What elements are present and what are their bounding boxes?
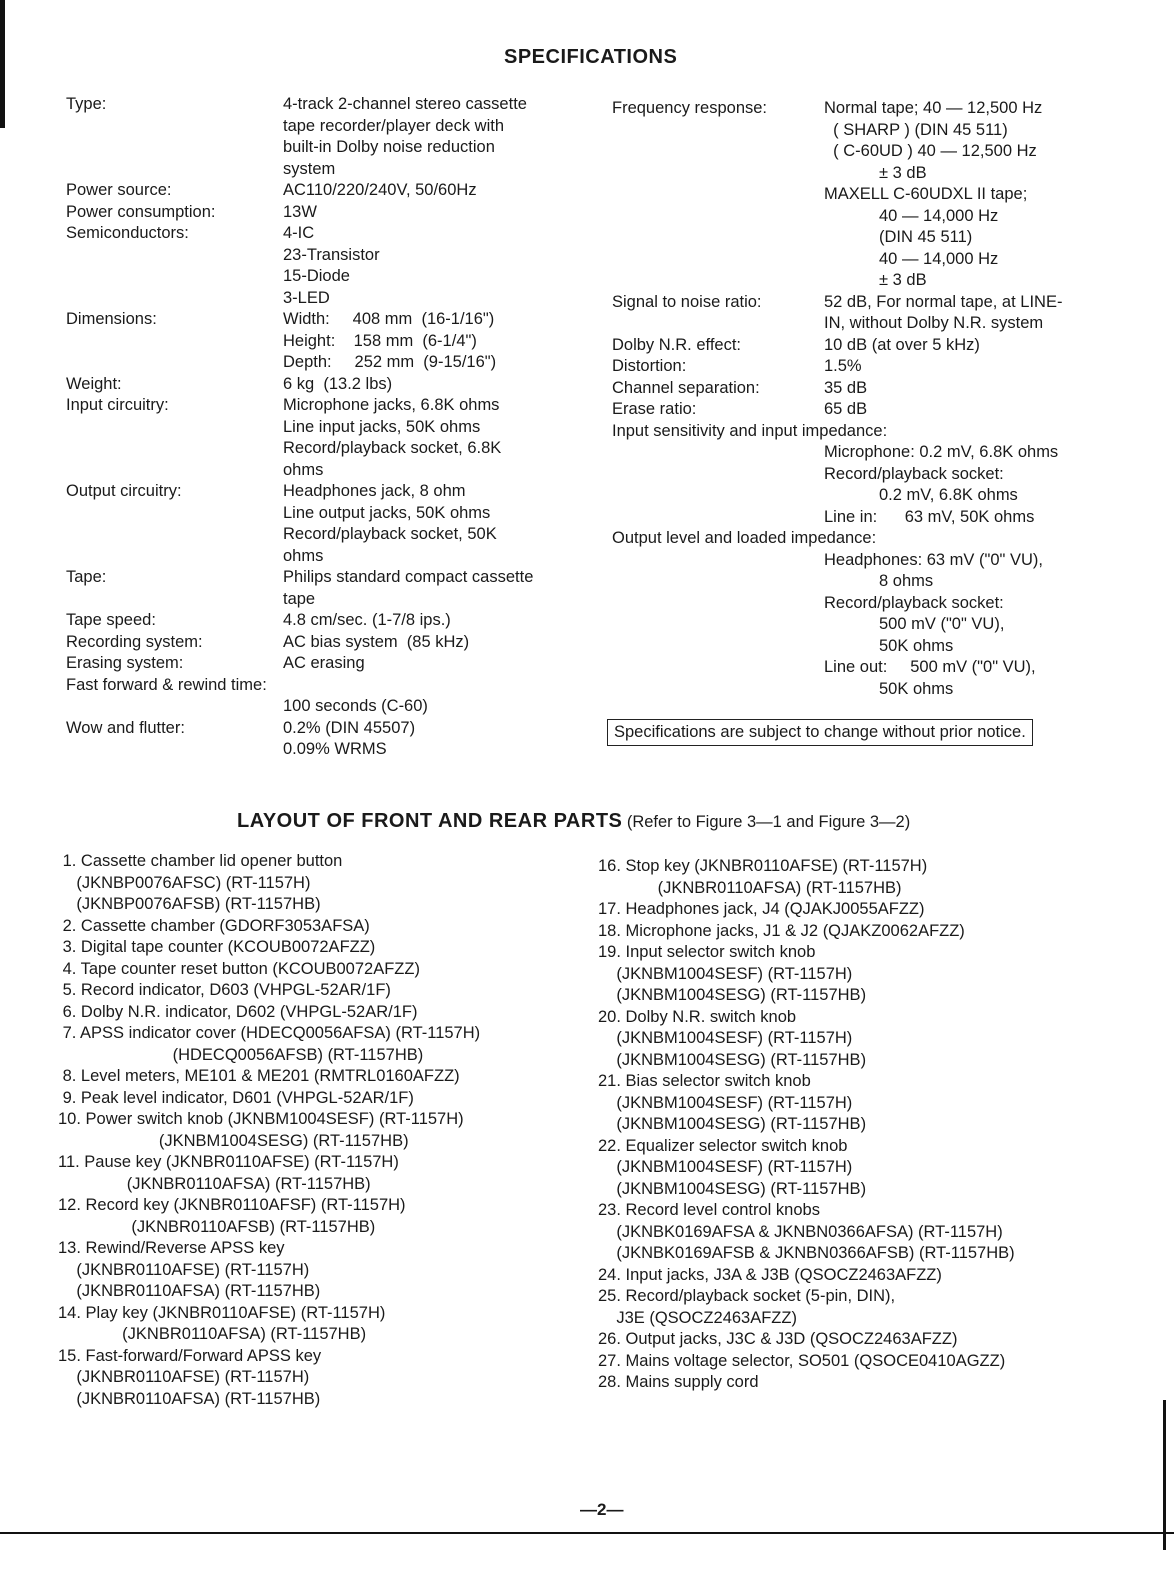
spec-value: 0.2% (DIN 45507) xyxy=(283,718,416,737)
spec-value: AC erasing xyxy=(283,654,365,672)
spec-label: Input sensitivity and input impedance: xyxy=(612,421,888,440)
list-item: 6. Dolby N.R. indicator, D602 (VHPGL-52AR/1F) xyxy=(58,1002,418,1021)
bottom-rule xyxy=(0,1532,1174,1534)
list-item: (HDECQ0056AFSB) (RT-1157HB) xyxy=(58,1045,424,1064)
spec-label: Weight: xyxy=(66,374,122,393)
spec-value: 3-LED xyxy=(283,288,330,307)
list-item: 17. Headphones jack, J4 (QJAKJ0055AFZZ) xyxy=(598,900,925,918)
spec-value: AC110/220/240V, 50/60Hz xyxy=(283,181,477,199)
spec-left-labels xyxy=(66,94,267,761)
list-item: (JKNBR0110AFSA) (RT-1157HB) xyxy=(58,1174,371,1193)
spec-label: Type: xyxy=(66,95,107,113)
list-item: 2. Cassette chamber (GDORF3053AFSA) xyxy=(58,916,370,935)
list-item: (JKNBM1004SESF) (RT-1157H) xyxy=(598,1093,853,1112)
spec-value: Line in: 63 mV, 50K ohms xyxy=(824,507,1035,526)
list-item: 24. Input jacks, J3A & J3B (QSOCZ2463AFZZ) xyxy=(598,1265,942,1284)
spec-value: ( SHARP ) (DIN 45 511) xyxy=(824,120,1008,139)
list-item: 3. Digital tape counter (KCOUB0072AFZZ) xyxy=(58,938,376,956)
list-item: 15. Fast-forward/Forward APSS key xyxy=(58,1346,322,1365)
spec-value: 0.09% WRMS xyxy=(283,740,387,758)
spec-label xyxy=(66,546,267,568)
spec-value: 35 dB xyxy=(824,378,868,397)
spec-value: ohms xyxy=(283,460,324,479)
spec-label: Distortion: xyxy=(612,357,687,375)
list-item: 13. Rewind/Reverse APSS key xyxy=(58,1239,285,1257)
spec-value: Record/playback socket, 6.8K xyxy=(283,439,502,457)
spec-value: ± 3 dB xyxy=(824,271,927,289)
spec-value: 100 seconds (C-60) xyxy=(283,697,428,715)
spec-label: Fast forward & rewind time: xyxy=(66,675,267,694)
spec-label: Signal to noise ratio: xyxy=(612,292,762,311)
spec-value: AC bias system (85 kHz) xyxy=(283,632,470,651)
list-item: (JKNBR0110AFSE) (RT-1157H) xyxy=(58,1368,310,1386)
spec-value xyxy=(824,421,1062,443)
spec-value: Width: 408 mm (16-1/16") xyxy=(283,310,495,328)
spec-label xyxy=(66,266,267,288)
spec-label: Frequency response: xyxy=(612,99,768,117)
list-item: 14. Play key (JKNBR0110AFSE) (RT-1157H) xyxy=(58,1303,386,1322)
spec-value: Microphone: 0.2 mV, 6.8K ohms xyxy=(824,443,1059,461)
spec-value: 50K ohms xyxy=(824,679,954,698)
list-item: (JKNBM1004SESG) (RT-1157HB) xyxy=(598,986,867,1004)
list-item: 23. Record level control knobs xyxy=(598,1201,820,1219)
list-item: 4. Tape counter reset button (KCOUB0072AFZZ) xyxy=(58,959,420,978)
spec-value: 500 mV ("0" VU), xyxy=(824,615,1005,633)
spec-value: Depth: 252 mm (9-15/16") xyxy=(283,353,497,371)
layout-subtitle: (Refer to Figure 3—1 and Figure 3—2) xyxy=(626,813,911,831)
spec-value: tape recorder/player deck with xyxy=(283,116,505,135)
spec-value: 50K ohms xyxy=(824,636,954,655)
spec-value: 40 — 14,000 Hz xyxy=(824,206,999,225)
list-item: 16. Stop key (JKNBR0110AFSE) (RT-1157H) xyxy=(598,857,928,875)
spec-value: Line output jacks, 50K ohms xyxy=(283,503,491,522)
spec-notice: Specifications are subject to change without prior notice. xyxy=(607,719,1033,746)
list-item: 18. Microphone jacks, J1 & J2 (QJAKZ0062AFZZ) xyxy=(598,921,965,940)
spec-label: Dolby N.R. effect: xyxy=(612,335,741,354)
list-item: (JKNBM1004SESG) (RT-1157HB) xyxy=(58,1131,409,1150)
spec-label xyxy=(66,739,267,761)
list-item: (JKNBK0169AFSA & JKNBN0366AFSA) (RT-1157H) xyxy=(598,1222,1003,1241)
list-item: (JKNBR0110AFSB) (RT-1157HB) xyxy=(58,1217,376,1236)
list-item: 12. Record key (JKNBR0110AFSF) (RT-1157H) xyxy=(58,1196,406,1214)
spec-value: Record/playback socket: xyxy=(824,464,1004,483)
spec-value: Record/playback socket, 50K xyxy=(283,525,497,543)
spec-value: 65 dB xyxy=(824,400,868,418)
spec-value: Philips standard compact cassette xyxy=(283,568,534,586)
list-item: 9. Peak level indicator, D601 (VHPGL-52AR/1F) xyxy=(58,1088,414,1107)
spec-label xyxy=(66,288,267,310)
list-item: 1. Cassette chamber lid opener button xyxy=(58,852,343,870)
list-item: 8. Level meters, ME101 & ME201 (RMTRL0160AFZZ) xyxy=(58,1067,460,1085)
spec-label xyxy=(66,503,267,525)
spec-value: MAXELL C-60UDXL II tape; xyxy=(824,185,1028,203)
list-item: 26. Output jacks, J3C & J3D (QSOCZ2463AFZZ) xyxy=(598,1330,958,1348)
spec-value: Line out: 500 mV ("0" VU), xyxy=(824,658,1036,676)
spec-label: Dimensions: xyxy=(66,310,157,328)
list-item: (JKNBR0110AFSA) (RT-1157HB) xyxy=(598,878,902,897)
spec-label: Erase ratio: xyxy=(612,400,697,418)
spec-value: 1.5% xyxy=(824,357,862,375)
list-item: 5. Record indicator, D603 (VHPGL-52AR/1F) xyxy=(58,981,391,999)
spec-label xyxy=(66,352,267,374)
list-item: (JKNBM1004SESF) (RT-1157H) xyxy=(598,1029,853,1047)
list-item: (JKNBM1004SESF) (RT-1157H) xyxy=(598,964,853,983)
spec-left-values xyxy=(283,94,533,761)
list-item: (JKNBM1004SESF) (RT-1157H) xyxy=(598,1158,853,1176)
list-item: 28. Mains supply cord xyxy=(598,1373,759,1391)
spec-value: system xyxy=(283,159,336,178)
list-item: (JKNBR0110AFSA) (RT-1157HB) xyxy=(58,1389,321,1408)
list-item: 25. Record/playback socket (5-pin, DIN), xyxy=(598,1287,896,1305)
list-item: 20. Dolby N.R. switch knob xyxy=(598,1007,797,1026)
spec-value: ( C-60UD ) 40 — 12,500 Hz xyxy=(824,142,1037,160)
spec-label xyxy=(66,159,267,181)
list-item: (JKNBP0076AFSC) (RT-1157H) xyxy=(58,873,311,892)
list-item: 7. APSS indicator cover (HDECQ0056AFSA) (RT-1157H) xyxy=(58,1024,481,1042)
spec-label xyxy=(66,137,267,159)
spec-value xyxy=(824,528,1062,550)
list-item: (JKNBK0169AFSB & JKNBN0366AFSB) (RT-1157HB) xyxy=(598,1244,1015,1262)
layout-heading xyxy=(237,810,910,833)
list-item: (JKNBR0110AFSA) (RT-1157HB) xyxy=(58,1282,321,1300)
spec-label xyxy=(66,438,267,460)
spec-value: 4-track 2-channel stereo cassette xyxy=(283,95,527,113)
spec-value: 4-IC xyxy=(283,224,315,242)
spec-value: (DIN 45 511) xyxy=(824,228,973,246)
spec-value: Line input jacks, 50K ohms xyxy=(283,417,481,436)
list-item: 21. Bias selector switch knob xyxy=(598,1072,811,1090)
spec-label: Power source: xyxy=(66,181,172,199)
spec-value: Record/playback socket: xyxy=(824,593,1004,612)
spec-label: Output circuitry: xyxy=(66,482,182,500)
list-item: 22. Equalizer selector switch knob xyxy=(598,1136,848,1155)
page-number: —2— xyxy=(580,1500,624,1519)
list-item: 11. Pause key (JKNBR0110AFSE) (RT-1157H) xyxy=(58,1153,399,1171)
spec-label: Input circuitry: xyxy=(66,396,169,414)
spec-value: 13W xyxy=(283,202,317,221)
list-item: (JKNBR0110AFSA) (RT-1157HB) xyxy=(58,1325,367,1343)
spec-label: Erasing system: xyxy=(66,654,184,672)
spec-value xyxy=(283,675,533,697)
list-item: (JKNBR0110AFSE) (RT-1157H) xyxy=(58,1260,310,1279)
page-title: SPECIFICATIONS xyxy=(504,46,678,68)
list-item: (JKNBM1004SESG) (RT-1157HB) xyxy=(598,1050,867,1069)
spec-right-values xyxy=(824,98,1062,700)
spec-value: built-in Dolby noise reduction xyxy=(283,138,495,156)
list-item: 10. Power switch knob (JKNBM1004SESF) (RT-1157H) xyxy=(58,1110,464,1128)
spec-label: Tape speed: xyxy=(66,611,156,629)
spec-label xyxy=(66,589,267,611)
parts-list-left xyxy=(58,851,480,1410)
spec-value: tape xyxy=(283,589,316,608)
parts-list-right xyxy=(598,856,1015,1394)
layout-title: LAYOUT OF FRONT AND REAR PARTS xyxy=(237,810,623,832)
spec-label: Power consumption: xyxy=(66,202,216,221)
spec-label: Output level and loaded impedance: xyxy=(612,529,877,547)
spec-value: 23-Transistor xyxy=(283,245,380,264)
spec-label: Channel separation: xyxy=(612,378,760,397)
spec-value: Normal tape; 40 — 12,500 Hz xyxy=(824,99,1043,117)
spec-label: Tape: xyxy=(66,568,107,586)
spec-value: 8 ohms xyxy=(824,572,934,590)
spec-value: IN, without Dolby N.R. system xyxy=(824,314,1044,332)
spec-value: 10 dB (at over 5 kHz) xyxy=(824,335,980,354)
spec-label xyxy=(66,245,267,267)
spec-value: Height: 158 mm (6-1/4") xyxy=(283,331,477,350)
spec-label xyxy=(66,116,267,138)
scan-edge-mark-right xyxy=(1163,1400,1166,1550)
spec-value: 4.8 cm/sec. (1-7/8 ips.) xyxy=(283,611,451,629)
spec-value: 15-Diode xyxy=(283,267,350,285)
spec-value: 0.2 mV, 6.8K ohms xyxy=(824,486,1018,504)
spec-label xyxy=(66,460,267,482)
spec-label: Semiconductors: xyxy=(66,224,189,242)
spec-value: 6 kg (13.2 lbs) xyxy=(283,374,393,393)
spec-label: Recording system: xyxy=(66,632,203,651)
list-item: 19. Input selector switch knob xyxy=(598,943,816,961)
scan-edge-mark xyxy=(0,0,5,128)
spec-value: Headphones: 63 mV ("0" VU), xyxy=(824,550,1043,569)
spec-value: 52 dB, For normal tape, at LINE- xyxy=(824,292,1063,311)
list-item: (JKNBP0076AFSB) (RT-1157HB) xyxy=(58,895,321,913)
spec-label xyxy=(66,331,267,353)
spec-label xyxy=(66,417,267,439)
spec-label xyxy=(66,524,267,546)
spec-label xyxy=(66,696,267,718)
list-item: (JKNBM1004SESG) (RT-1157HB) xyxy=(598,1115,867,1133)
spec-value: Microphone jacks, 6.8K ohms xyxy=(283,396,500,414)
spec-label: Wow and flutter: xyxy=(66,718,185,737)
spec-value: Headphones jack, 8 ohm xyxy=(283,482,466,500)
spec-value: 40 — 14,000 Hz xyxy=(824,249,999,268)
spec-value: ohms xyxy=(283,546,324,565)
list-item: J3E (QSOCZ2463AFZZ) xyxy=(598,1308,797,1327)
list-item: (JKNBM1004SESG) (RT-1157HB) xyxy=(598,1179,867,1198)
spec-value: ± 3 dB xyxy=(824,163,927,182)
list-item: 27. Mains voltage selector, SO501 (QSOCE0410AGZZ) xyxy=(598,1351,1006,1370)
